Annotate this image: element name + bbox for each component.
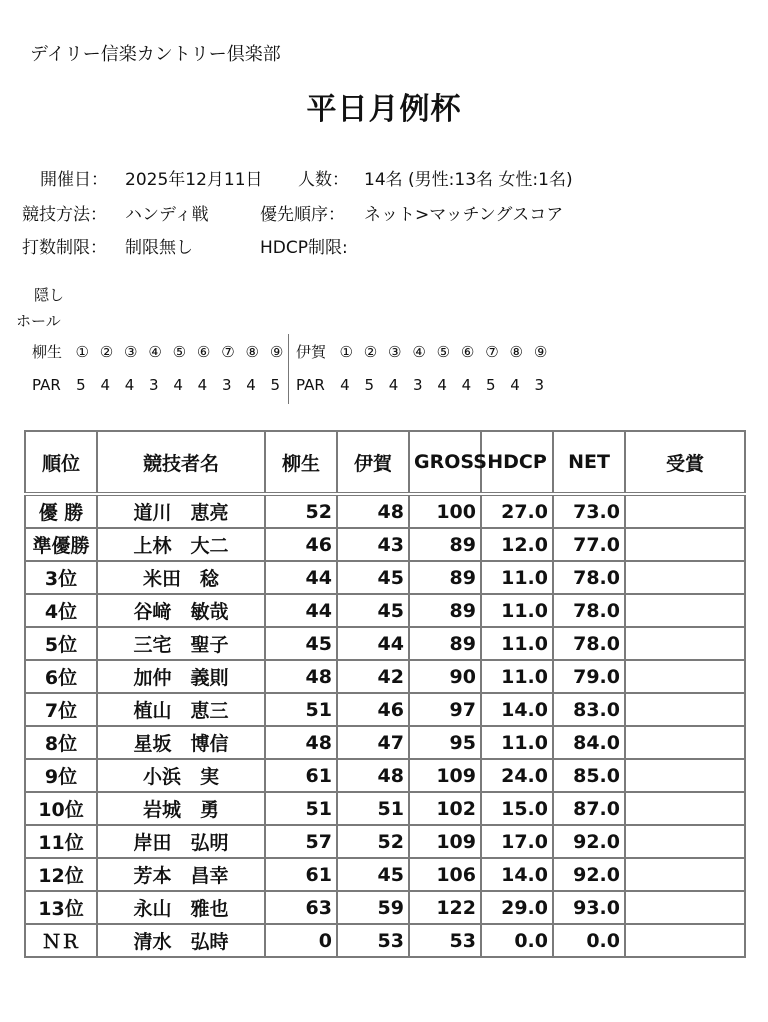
cell-net: 79.0 <box>553 660 625 693</box>
in-hole-item-6: ⑥ <box>460 343 475 361</box>
out-par-item-6: 4 <box>197 376 208 394</box>
cell-name: 岩城 勇 <box>97 792 265 825</box>
cell-name: 岸田 弘明 <box>97 825 265 858</box>
cell-gross: 95 <box>409 726 481 759</box>
event-title: 平日月例杯 <box>306 92 462 127</box>
out-par-item-7: 3 <box>221 376 232 394</box>
table-row <box>25 693 745 726</box>
out-hole-item-2: ② <box>99 343 114 361</box>
cell-hdcp: 0.0 <box>481 924 553 957</box>
table-row <box>25 528 745 561</box>
cell-name: 谷﨑 敏哉 <box>97 594 265 627</box>
in-par-item-1: 4 <box>340 376 350 394</box>
out-par-item-8: 4 <box>246 376 256 394</box>
out-par-item-3: 4 <box>124 376 135 394</box>
cell-out: 46 <box>265 528 337 561</box>
cell-net: 78.0 <box>553 594 625 627</box>
cell-gross: 89 <box>409 561 481 594</box>
table-row <box>25 858 745 891</box>
table-row <box>25 891 745 924</box>
cell-in: 53 <box>337 924 409 957</box>
cell-hdcp: 24.0 <box>481 759 553 792</box>
cell-rank: 優 勝 <box>25 494 97 528</box>
in-hole-item-8: ⑧ <box>509 343 523 361</box>
out-par-item-2: 4 <box>100 376 110 394</box>
in-hole-item-9: ⑨ <box>533 343 548 361</box>
cell-in: 45 <box>337 858 409 891</box>
cell-hdcp: 15.0 <box>481 792 553 825</box>
course-in-pars <box>296 376 551 394</box>
method-value: ハンディ戦 <box>125 205 209 225</box>
cell-name: 道川 恵亮 <box>97 494 265 528</box>
cell-hdcp: 11.0 <box>481 660 553 693</box>
cell-rank: 12位 <box>25 858 97 891</box>
in-hole-item-5: ⑤ <box>436 343 451 361</box>
cell-award <box>625 726 745 759</box>
cell-name: 三宅 聖子 <box>97 627 265 660</box>
out-hole-item-3: ③ <box>124 343 138 361</box>
cell-rank: ＮＲ <box>25 924 97 957</box>
cell-out: 44 <box>265 561 337 594</box>
cell-rank: 9位 <box>25 759 97 792</box>
cell-gross: 100 <box>409 494 481 528</box>
cell-name: 小浜 実 <box>97 759 265 792</box>
hidden-label-line2: ホール <box>16 312 61 330</box>
cell-gross: 89 <box>409 627 481 660</box>
cell-rank: 6位 <box>25 660 97 693</box>
cell-hdcp: 11.0 <box>481 561 553 594</box>
cell-rank: 3位 <box>25 561 97 594</box>
cell-rank: 7位 <box>25 693 97 726</box>
cell-award <box>625 561 745 594</box>
cell-award <box>625 660 745 693</box>
cell-award <box>625 759 745 792</box>
cell-in: 44 <box>337 627 409 660</box>
header-award: 受賞 <box>625 431 745 494</box>
hidden-holes-label <box>16 282 64 334</box>
cell-name: 上林 大二 <box>97 528 265 561</box>
cell-hdcp: 27.0 <box>481 494 553 528</box>
header-in: 伊賀 <box>337 431 409 494</box>
in-par-item-7: 5 <box>485 376 496 394</box>
out-hole-item-6: ⑥ <box>196 343 211 361</box>
in-par-item-8: 4 <box>510 376 520 394</box>
out-par-label: PAR <box>32 376 61 394</box>
cell-net: 92.0 <box>553 858 625 891</box>
cell-gross: 53 <box>409 924 481 957</box>
cell-in: 59 <box>337 891 409 924</box>
hidden-label-line1: 隠し <box>34 286 65 304</box>
cell-rank: 準優勝 <box>25 528 97 561</box>
out-par-item-4: 3 <box>149 376 159 394</box>
cell-rank: 8位 <box>25 726 97 759</box>
cell-name: 芳本 昌幸 <box>97 858 265 891</box>
out-par-item-5: 4 <box>173 376 183 394</box>
in-par-item-3: 4 <box>388 376 399 394</box>
cell-award <box>625 858 745 891</box>
cell-in: 45 <box>337 594 409 627</box>
cell-hdcp: 11.0 <box>481 726 553 759</box>
cell-out: 57 <box>265 825 337 858</box>
table-row <box>25 660 745 693</box>
cell-net: 73.0 <box>553 494 625 528</box>
cell-award <box>625 825 745 858</box>
cell-in: 51 <box>337 792 409 825</box>
cell-net: 85.0 <box>553 759 625 792</box>
cell-rank: 10位 <box>25 792 97 825</box>
table-header-row <box>25 431 745 494</box>
in-par-item-9: 3 <box>534 376 545 394</box>
cell-net: 77.0 <box>553 528 625 561</box>
table-row <box>25 759 745 792</box>
cell-in: 48 <box>337 494 409 528</box>
cell-gross: 106 <box>409 858 481 891</box>
cell-out: 48 <box>265 660 337 693</box>
cell-gross: 109 <box>409 825 481 858</box>
in-hole-label: 伊賀 <box>296 343 327 361</box>
cell-net: 84.0 <box>553 726 625 759</box>
table-row <box>25 924 745 957</box>
cell-net: 87.0 <box>553 792 625 825</box>
table-row <box>25 792 745 825</box>
cell-hdcp: 11.0 <box>481 627 553 660</box>
course-out-holes <box>32 341 289 362</box>
cell-out: 61 <box>265 759 337 792</box>
cell-award <box>625 792 745 825</box>
header-gross: GROSS <box>409 431 481 494</box>
cell-name: 星坂 博信 <box>97 726 265 759</box>
cell-out: 44 <box>265 594 337 627</box>
cell-out: 0 <box>265 924 337 957</box>
cell-in: 47 <box>337 726 409 759</box>
cell-net: 78.0 <box>553 561 625 594</box>
cell-net: 92.0 <box>553 825 625 858</box>
cell-award <box>625 494 745 528</box>
hdcp-limit-label: HDCP制限: <box>260 238 348 258</box>
out-par-item-1: 5 <box>76 376 86 394</box>
cell-out: 61 <box>265 858 337 891</box>
cell-rank: 13位 <box>25 891 97 924</box>
table-row <box>25 825 745 858</box>
table-row <box>25 494 745 528</box>
in-par-item-6: 4 <box>461 376 472 394</box>
cell-in: 45 <box>337 561 409 594</box>
in-hole-item-2: ② <box>363 343 378 361</box>
in-par-label: PAR <box>296 376 325 394</box>
header-rank: 順位 <box>25 431 97 494</box>
course-out-pars <box>32 376 287 394</box>
in-par-item-4: 3 <box>413 376 423 394</box>
cell-out: 51 <box>265 792 337 825</box>
cell-rank: 4位 <box>25 594 97 627</box>
course-in-holes <box>296 341 553 362</box>
cell-in: 43 <box>337 528 409 561</box>
table-row <box>25 561 745 594</box>
results-table <box>24 430 746 958</box>
cell-gross: 89 <box>409 528 481 561</box>
out-hole-item-7: ⑦ <box>221 343 235 361</box>
cell-rank: 11位 <box>25 825 97 858</box>
out-hole-item-5: ⑤ <box>172 343 187 361</box>
cell-award <box>625 594 745 627</box>
cell-hdcp: 14.0 <box>481 858 553 891</box>
table-row <box>25 594 745 627</box>
in-hole-item-7: ⑦ <box>485 343 499 361</box>
in-hole-item-1: ① <box>339 343 353 361</box>
limit-label: 打数制限： <box>22 238 107 258</box>
cell-in: 46 <box>337 693 409 726</box>
cell-award <box>625 627 745 660</box>
cell-out: 45 <box>265 627 337 660</box>
out-hole-item-4: ④ <box>148 343 162 361</box>
cell-gross: 102 <box>409 792 481 825</box>
cell-in: 48 <box>337 759 409 792</box>
out-hole-item-8: ⑧ <box>245 343 259 361</box>
table-row <box>25 627 745 660</box>
priority-value: ネット>マッチングスコア <box>364 205 564 225</box>
cell-gross: 90 <box>409 660 481 693</box>
date-value: 2025年12月11日 <box>125 170 263 190</box>
header-out: 柳生 <box>265 431 337 494</box>
cell-hdcp: 11.0 <box>481 594 553 627</box>
cell-award <box>625 891 745 924</box>
cell-name: 清水 弘時 <box>97 924 265 957</box>
course-divider <box>288 334 289 404</box>
cell-out: 48 <box>265 726 337 759</box>
cell-out: 52 <box>265 494 337 528</box>
cell-hdcp: 12.0 <box>481 528 553 561</box>
header-name: 競技者名 <box>97 431 265 494</box>
cell-name: 植山 恵三 <box>97 693 265 726</box>
cell-in: 42 <box>337 660 409 693</box>
out-hole-item-9: ⑨ <box>269 343 284 361</box>
cell-net: 93.0 <box>553 891 625 924</box>
cell-gross: 122 <box>409 891 481 924</box>
header-net: NET <box>553 431 625 494</box>
cell-award <box>625 528 745 561</box>
cell-hdcp: 14.0 <box>481 693 553 726</box>
out-hole-label: 柳生 <box>32 343 63 361</box>
in-par-item-5: 4 <box>437 376 447 394</box>
table-body <box>25 494 745 957</box>
in-par-item-2: 5 <box>364 376 374 394</box>
cell-award <box>625 924 745 957</box>
cell-rank: 5位 <box>25 627 97 660</box>
table-row <box>25 726 745 759</box>
cell-hdcp: 29.0 <box>481 891 553 924</box>
cell-net: 0.0 <box>553 924 625 957</box>
header-hdcp: HDCP <box>481 431 553 494</box>
in-hole-item-3: ③ <box>388 343 402 361</box>
cell-out: 63 <box>265 891 337 924</box>
cell-name: 加仲 義則 <box>97 660 265 693</box>
cell-net: 78.0 <box>553 627 625 660</box>
out-par-item-9: 5 <box>270 376 281 394</box>
date-label: 開催日： <box>40 170 108 190</box>
cell-award <box>625 693 745 726</box>
cell-out: 51 <box>265 693 337 726</box>
cell-gross: 97 <box>409 693 481 726</box>
cell-net: 83.0 <box>553 693 625 726</box>
priority-label: 優先順序： <box>260 205 345 225</box>
in-hole-item-4: ④ <box>412 343 426 361</box>
cell-gross: 89 <box>409 594 481 627</box>
cell-hdcp: 17.0 <box>481 825 553 858</box>
limit-value: 制限無し <box>125 238 193 258</box>
club-name: デイリー信楽カントリー倶楽部 <box>30 44 281 65</box>
cell-name: 永山 雅也 <box>97 891 265 924</box>
cell-gross: 109 <box>409 759 481 792</box>
out-hole-item-1: ① <box>75 343 89 361</box>
people-label: 人数： <box>298 170 349 190</box>
cell-name: 米田 稔 <box>97 561 265 594</box>
cell-in: 52 <box>337 825 409 858</box>
people-value: 14名 (男性:13名 女性:1名) <box>364 170 573 190</box>
method-label: 競技方法： <box>22 205 107 225</box>
